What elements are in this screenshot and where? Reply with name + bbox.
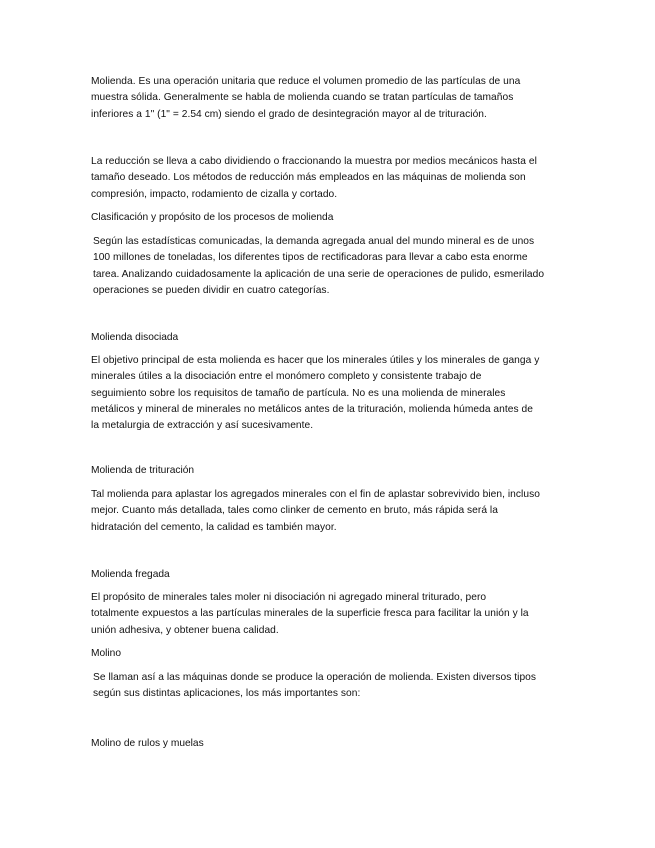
paragraph-molino <box>93 670 573 703</box>
text-line: mejor. Cuanto más detallada, tales como clinker de cemento en bruto, más rápida será la <box>91 505 498 517</box>
paragraph-disociada <box>91 353 571 434</box>
paragraph-trituracion <box>91 487 571 536</box>
text-line: Molienda. Es una operación unitaria que reduce el volumen promedio de las partículas de una <box>91 76 521 87</box>
text-line: compresión, impacto, rodamiento de cizalla y cortado. <box>91 188 338 200</box>
text-line: Según las estadísticas comunicadas, la demanda agregada anual del mundo mineral es de unos <box>93 236 535 247</box>
text-line: El objetivo principal de esta molienda es hacer que los minerales útiles y los minerales de ganga y <box>91 355 540 366</box>
text-line: inferiores a 1" (1" = 2.54 cm) siendo el grado de desintegración mayor al de trituración. <box>91 108 487 120</box>
text-line: El propósito de minerales tales moler ni disociación ni agregado mineral triturado, pero <box>91 592 487 603</box>
text-line: 100 millones de toneladas, los diferentes tipos de rectificadoras para llevar a cabo esta enorme <box>93 252 528 264</box>
paragraph-estadisticas <box>93 234 573 299</box>
text-line: metálicos y mineral de minerales no metálicos antes de la trituración, molienda húmeda antes de <box>91 403 533 415</box>
paragraph-reduccion <box>91 154 571 203</box>
paragraph-molienda-definicion <box>91 74 571 123</box>
text-line: tarea. Analizando cuidadosamente la aplicación de una serie de operaciones de pulido, esmerilado <box>93 268 545 280</box>
text-line: unión adhesiva, y obtener buena calidad. <box>91 624 279 636</box>
text-line: Se llaman así a las máquinas donde se produce la operación de molienda. Existen diversos tipos <box>93 672 537 683</box>
text-line: muestra sólida. Generalmente se habla de molienda cuando se tratan partículas de tamaños <box>91 92 514 104</box>
text-line: seguimiento sobre los requisitos de tamaño de partícula. No es una molienda de minerales <box>91 387 506 399</box>
heading-molino-rulos-muelas: Molino de rulos y muelas <box>91 738 204 749</box>
heading-molienda-trituracion: Molienda de trituración <box>91 465 195 476</box>
heading-molino: Molino <box>91 648 122 659</box>
heading-molienda-fregada: Molienda fregada <box>91 569 170 580</box>
text-line: totalmente expuestos a las partículas minerales de la superficie fresca para facilitar la unión y la <box>91 608 529 620</box>
text-line: según sus distintas aplicaciones, los más importantes son: <box>93 688 361 700</box>
text-line: La reducción se lleva a cabo dividiendo o fraccionando la muestra por medios mecánicos hasta el <box>91 156 537 167</box>
heading-molienda-disociada: Molienda disociada <box>91 332 179 343</box>
heading-clasificacion: Clasificación y propósito de los procesos de molienda <box>91 212 334 223</box>
text-line: minerales útiles a la disociación entre el monómero completo y consistente trabajo de <box>91 371 482 383</box>
text-line: operaciones se pueden dividir en cuatro categorías. <box>93 284 330 296</box>
text-line: Tal molienda para aplastar los agregados minerales con el fin de aplastar sobrevivido bien, incluso <box>91 489 540 500</box>
text-line: la metalurgia de extracción y así sucesivamente. <box>91 420 314 432</box>
paragraph-fregada <box>91 590 571 639</box>
text-line: tamaño deseado. Los métodos de reducción más empleados en las máquinas de molienda son <box>91 172 526 184</box>
text-line: hidratación del cemento, la calidad es también mayor. <box>91 521 337 533</box>
